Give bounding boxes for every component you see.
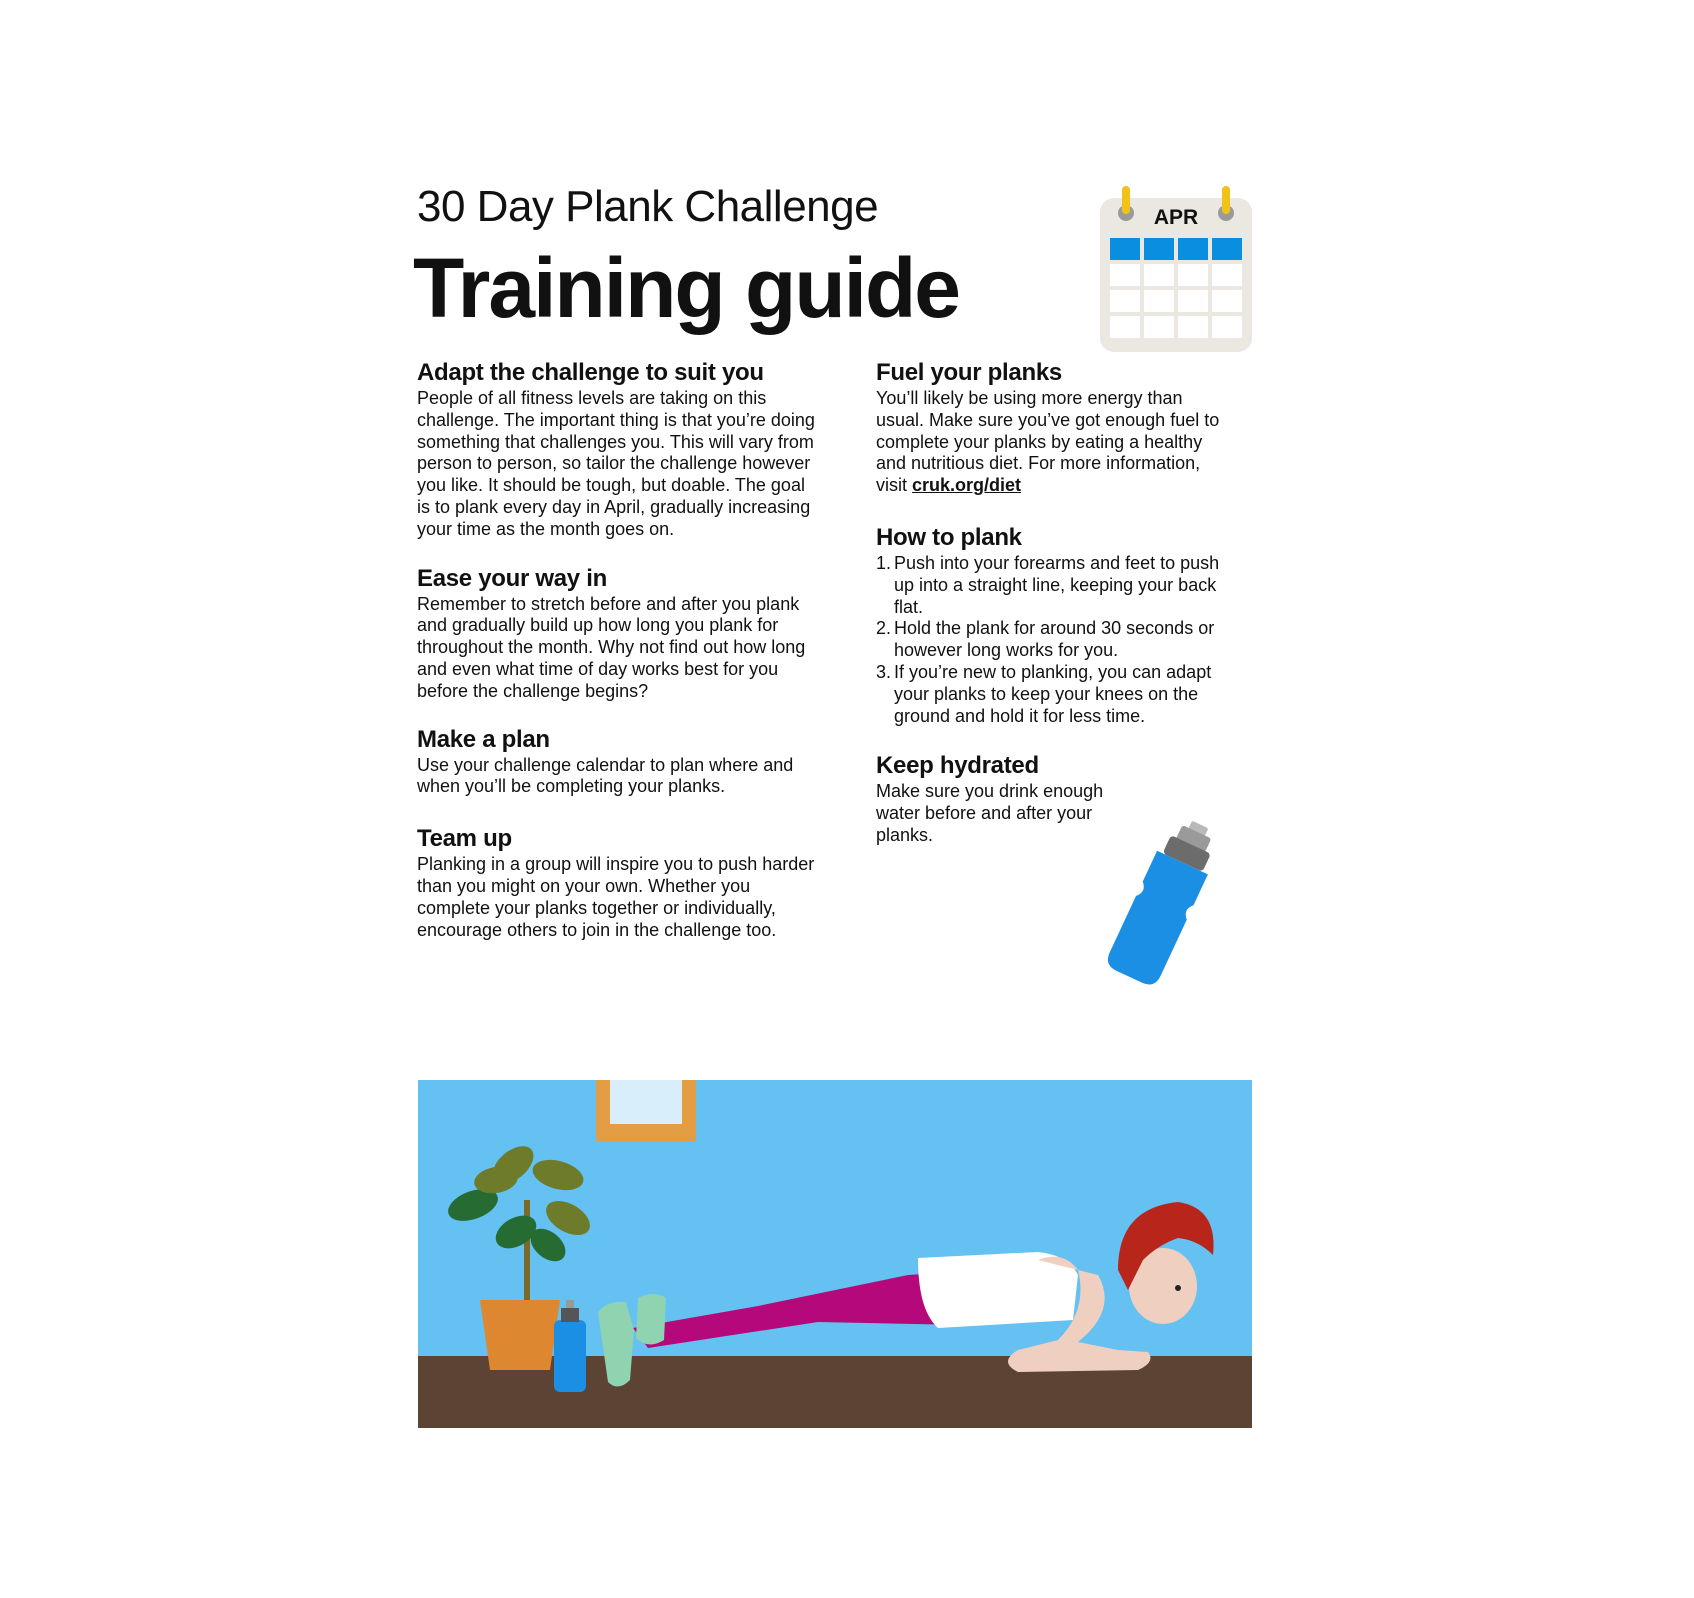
steps-list [876, 553, 1232, 727]
section-body: Make sure you drink enough water before and after your planks. [876, 781, 1104, 845]
section-heading: Ease your way in [417, 564, 607, 592]
section-team [417, 824, 817, 941]
step-number: 3. [876, 661, 892, 682]
step-number: 2. [876, 618, 892, 639]
section-fuel [876, 358, 1232, 497]
section-body: People of all fitness levels are taking on this challenge. The important thing is that you’re doing something that challenges you. This will vary from person to person, so tailor the challenge however you like. It should be tough, but doable. The goal is to plank every day in April, gradually increasing your time as the month goes on. [417, 388, 815, 539]
section-heading: Adapt the challenge to suit you [417, 359, 764, 386]
page-title: Training guide [413, 241, 960, 335]
section-body: Planking in a group will inspire you to push harder than you might on your own. Whether you complete your planks together or individually, encourage others to join in the challenge too. [417, 854, 815, 940]
step-text: Push into your forearms and feet to push up into a straight line, keeping your back flat. [894, 552, 1220, 617]
section-body: Remember to stretch before and after you plank and gradually build up how long you plank for throughout the month. Why not find out how long and even what time of day works best for you before the challenge begins? [417, 593, 806, 701]
list-item [876, 662, 1232, 727]
section-heading: How to plank [876, 523, 1022, 551]
section-body: You’ll likely be using more energy than usual. Make sure you’ve got enough fuel to complete your planks by eating a healthy and nutritious diet. For more information, visit [876, 388, 1220, 496]
section-how-to [876, 523, 1232, 727]
section-heading: Team up [417, 825, 512, 853]
right-column [876, 358, 1232, 873]
section-heading: Make a plan [417, 725, 550, 753]
calendar-month: APR [1153, 206, 1199, 229]
section-plan [417, 725, 817, 799]
water-bottle-icon [1098, 812, 1228, 992]
list-item [876, 618, 1232, 662]
list-item [876, 553, 1232, 618]
left-column [417, 358, 817, 967]
plank-illustration [418, 1080, 1252, 1428]
calendar-icon [1098, 186, 1254, 354]
step-number: 1. [876, 552, 892, 573]
step-text: If you’re new to planking, you can adapt your planks to keep your knees on the ground and hold it for less time. [894, 661, 1212, 726]
section-heading: Fuel your planks [876, 359, 1062, 386]
step-text: Hold the plank for around 30 seconds or however long works for you. [894, 618, 1215, 661]
section-ease [417, 564, 817, 703]
diet-link[interactable]: cruk.org/diet [912, 475, 1022, 496]
section-body: Use your challenge calendar to plan where and when you’ll be completing your planks. [417, 754, 794, 797]
page-subtitle: 30 Day Plank Challenge [417, 182, 879, 231]
section-heading: Keep hydrated [876, 752, 1039, 780]
section-adapt [417, 358, 817, 541]
